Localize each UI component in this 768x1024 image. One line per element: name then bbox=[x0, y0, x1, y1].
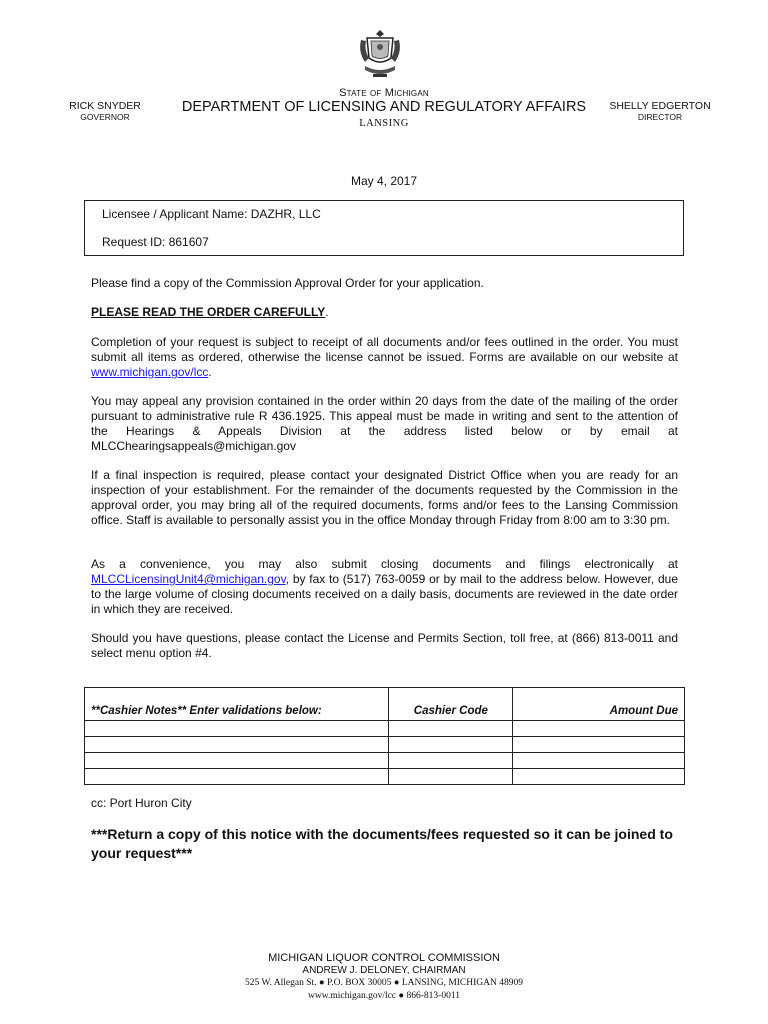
governor-block bbox=[50, 101, 160, 123]
cashier-code-cell[interactable] bbox=[389, 753, 513, 769]
footer-commission: MICHIGAN LIQUOR CONTROL COMMISSION bbox=[268, 952, 500, 964]
director-block bbox=[605, 101, 715, 123]
table-row bbox=[85, 721, 685, 737]
cashier-code-header: Cashier Code bbox=[389, 688, 513, 721]
department-title: DEPARTMENT OF LICENSING AND REGULATORY AFFAIRS bbox=[181, 99, 587, 115]
cashier-notes-header: **Cashier Notes** Enter validations below: bbox=[85, 688, 389, 721]
table-row bbox=[85, 753, 685, 769]
return-notice: ***Return a copy of this notice with the documents/fees requested so it can be joined to your request*** bbox=[91, 826, 673, 861]
lcc-website-link[interactable]: www.michigan.gov/lcc bbox=[91, 365, 209, 379]
cashier-notes-cell[interactable] bbox=[85, 737, 389, 753]
completion-text: Completion of your request is subject to receipt of all documents and/or fees outlined in the order. You must submit all items as ordered, otherwise the license cannot be issued. Forms are available on our website at bbox=[91, 335, 678, 364]
licensee-name: Licensee / Applicant Name: DAZHR, LLC bbox=[102, 207, 321, 221]
footer-chairman: ANDREW J. DELONEY, CHAIRMAN bbox=[302, 965, 466, 976]
read-carefully-period: . bbox=[325, 305, 329, 319]
cashier-table-header-row bbox=[85, 688, 685, 721]
completion-end: . bbox=[208, 365, 212, 379]
cc-line: cc: Port Huron City bbox=[91, 796, 192, 810]
table-row bbox=[85, 737, 685, 753]
convenience-text: As a convenience, you may also submit closing documents and filings electronically at bbox=[91, 557, 678, 571]
table-row bbox=[85, 769, 685, 785]
convenience-paragraph bbox=[91, 557, 678, 617]
cashier-code-cell[interactable] bbox=[389, 737, 513, 753]
intro-paragraph: Please find a copy of the Commission Approval Order for your application. bbox=[91, 276, 484, 290]
city-name: LANSING bbox=[359, 118, 409, 129]
read-carefully-heading bbox=[91, 305, 678, 320]
completion-paragraph bbox=[91, 335, 678, 380]
request-id: Request ID: 861607 bbox=[102, 235, 209, 249]
director-title: DIRECTOR bbox=[637, 112, 683, 122]
cashier-table bbox=[84, 687, 685, 785]
cashier-notes-cell[interactable] bbox=[85, 753, 389, 769]
appeal-paragraph: You may appeal any provision contained in the order within 20 days from the date of the mailing of the order pursuant to administrative rule R 436.1925. This appeal must be made in writing and sent to the attention of the Hearings & Appeals Division at the address listed below or by email at MLCChearingsappeals@michigan.gov bbox=[91, 394, 678, 453]
amount-due-header: Amount Due bbox=[513, 688, 685, 721]
cashier-code-cell[interactable] bbox=[389, 721, 513, 737]
state-name: State of Michigan bbox=[339, 87, 429, 99]
cashier-notes-cell[interactable] bbox=[85, 769, 389, 785]
director-name: SHELLY EDGERTON bbox=[609, 100, 711, 112]
licensing-email-link[interactable]: MLCCLicensingUnit4@michigan.gov bbox=[91, 572, 286, 586]
governor-name: RICK SNYDER bbox=[69, 100, 141, 112]
read-carefully-text: PLEASE READ THE ORDER CAREFULLY bbox=[91, 305, 326, 319]
footer-address: 525 W. Allegan St. ● P.O. BOX 30005 ● LANSING, MICHIGAN 48909 bbox=[244, 978, 523, 988]
footer bbox=[184, 952, 584, 1003]
questions-paragraph: Should you have questions, please contact the License and Permits Section, toll free, at (866) 813-0011 and select menu option #4. bbox=[91, 631, 678, 660]
amount-due-cell[interactable] bbox=[513, 769, 685, 785]
convenience-end: , by fax to (517) 763-0059 or by mail to the address below. However, due to the large volume of closing documents received on a daily basis, documents are reviewed in the date order in which they are received. bbox=[91, 572, 678, 616]
cashier-code-cell[interactable] bbox=[389, 769, 513, 785]
state-seal-icon bbox=[357, 28, 403, 82]
amount-due-cell[interactable] bbox=[513, 737, 685, 753]
inspection-paragraph: If a final inspection is required, please contact your designated District Office when you are ready for an inspection of your establishment. For the remainder of the documents requested by the Commission in the approval order, you may bring all of the required documents, forms and/or fees to the Lansing Commission office. Staff is available to personally assist you in the office Monday through Friday from 8:00 am to 3:30 pm. bbox=[91, 468, 678, 527]
amount-due-cell[interactable] bbox=[513, 753, 685, 769]
footer-contact: www.michigan.gov/lcc ● 866-813-0011 bbox=[308, 991, 460, 1001]
letter-date: May 4, 2017 bbox=[350, 174, 418, 188]
amount-due-cell[interactable] bbox=[513, 721, 685, 737]
governor-title: GOVERNOR bbox=[80, 112, 130, 122]
cashier-notes-cell[interactable] bbox=[85, 721, 389, 737]
